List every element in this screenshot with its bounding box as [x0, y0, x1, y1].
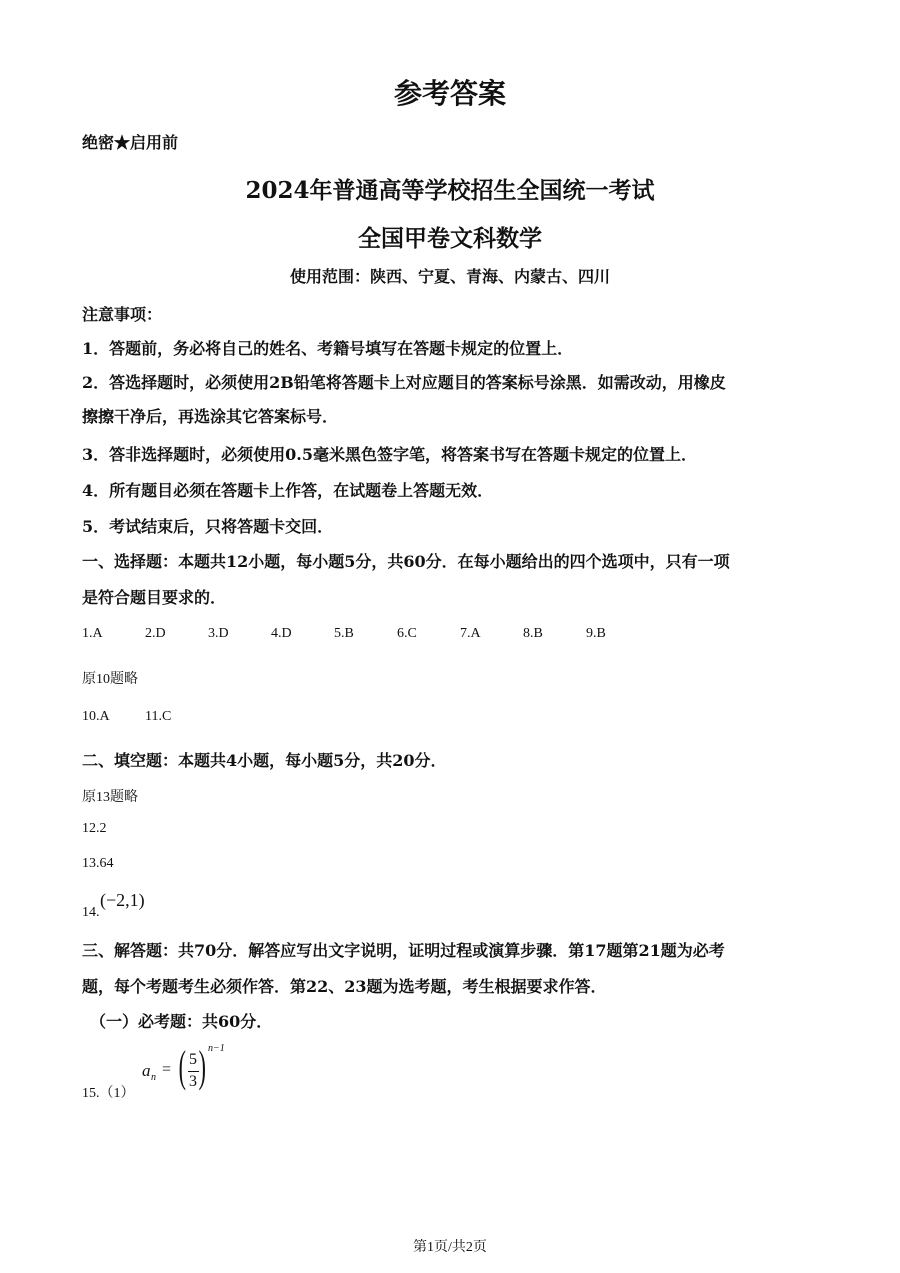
choice-answer: 8.B [523, 626, 543, 641]
formula-exponent: n−1 [208, 1043, 225, 1054]
choice-answers-row [82, 626, 649, 642]
choice-answer: 4.D [271, 626, 292, 641]
formula-denominator: 3 [189, 1073, 197, 1090]
answer-math: (−2,1) [100, 890, 145, 910]
choice-answer: 7.A [460, 626, 481, 641]
formula-variable: a [142, 1061, 151, 1080]
choice-answer: 11.C [145, 709, 172, 724]
fill-answer: 13.64 [82, 856, 114, 871]
choice-answer: 6.C [397, 626, 417, 641]
usage-scope: 使用范围：陕西、宁夏、青海、内蒙古、四川 [289, 267, 610, 286]
note-item: 4．所有题目必须在答题卡上作答，在试题卷上答题无效． [82, 481, 494, 500]
omitted-question-note: 原10题略 [82, 672, 138, 687]
confidential-label: 绝密★启用前 [82, 133, 179, 152]
section3-heading-cont: 题，每个考题考生必须作答．第22、23题为选考题，考生根据要求作答． [82, 977, 607, 996]
choice-answer: 9.B [586, 626, 606, 641]
formula-an [142, 1043, 232, 1099]
choice-answers-row-2 [82, 709, 208, 725]
note-item: 2．答选择题时，必须使用2B铅笔将答题卡上对应题目的答案标号涂黑．如需改动，用橡皮 [82, 373, 726, 392]
answer-number: 14. [82, 905, 100, 920]
answer-title: 参考答案 [393, 77, 506, 110]
choice-answer: 1.A [82, 626, 103, 641]
paper-title: 全国甲卷文科数学 [358, 225, 542, 252]
formula-right-paren: ) [198, 1042, 206, 1091]
notes-title: 注意事项： [82, 305, 163, 324]
section3-subheading: （一）必考题：共60分． [90, 1012, 273, 1031]
question-15-label: 15.（1） [82, 1086, 135, 1101]
note-item: 3．答非选择题时，必须使用0.5毫米黑色签字笔，将答案书写在答题卡规定的位置上． [82, 445, 697, 464]
choice-answer: 10.A [82, 709, 110, 724]
section2-heading: 二、填空题：本题共4小题，每小题5分，共20分． [82, 751, 447, 770]
note-item: 1．答题前，务必将自己的姓名、考籍号填写在答题卡规定的位置上． [82, 339, 574, 358]
choice-answer: 2.D [145, 626, 166, 641]
section1-heading: 一、选择题：本题共12小题，每小题5分，共60分．在每小题给出的四个选项中，只有一项 [82, 552, 730, 571]
page-footer: 第1页/共2页 [413, 1240, 487, 1255]
formula-left-paren: ( [178, 1042, 186, 1091]
fill-answer: 12.2 [82, 821, 107, 836]
exam-title: 2024年普通高等学校招生全国统一考试 [245, 177, 655, 204]
formula-subscript: n [151, 1072, 156, 1083]
note-item: 5．考试结束后，只将答题卡交回． [82, 517, 334, 536]
omitted-question-note: 原13题略 [82, 790, 138, 805]
note-item: 擦擦干净后，再选涂其它答案标号． [82, 407, 339, 426]
formula-equals: = [162, 1061, 172, 1078]
formula-numerator: 5 [189, 1051, 197, 1068]
section1-heading-cont: 是符合题目要求的． [82, 588, 227, 607]
formula-fraction-bar [188, 1071, 199, 1072]
choice-answer: 3.D [208, 626, 229, 641]
choice-answer: 5.B [334, 626, 354, 641]
section3-heading: 三、解答题：共70分．解答应写出文字说明，证明过程或演算步骤．第17题第21题为必考 [82, 941, 725, 960]
